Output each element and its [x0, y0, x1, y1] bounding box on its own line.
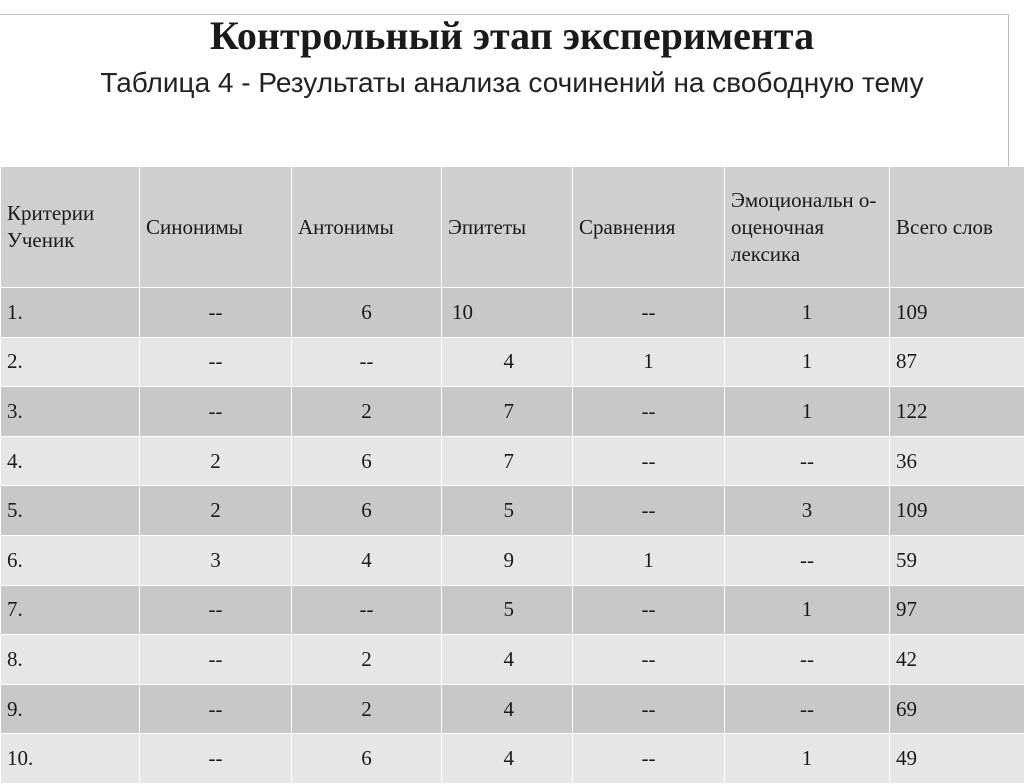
- antonyms-cell: 6: [292, 486, 442, 536]
- epithets-cell: 4: [442, 684, 573, 734]
- antonyms-cell: 4: [292, 535, 442, 585]
- synonyms-cell: --: [140, 635, 292, 685]
- comparisons-cell: --: [573, 387, 725, 437]
- epithets-cell: 9: [442, 535, 573, 585]
- slide-title: Контрольный этап эксперимента: [0, 14, 1024, 58]
- epithets-cell: 5: [442, 585, 573, 635]
- student-number: 10.: [1, 734, 140, 784]
- comparisons-cell: --: [573, 635, 725, 685]
- epithets-cell: 10: [442, 288, 573, 338]
- table-header-row: [1, 167, 1024, 288]
- epithets-cell: 4: [442, 734, 573, 784]
- table-row: [1, 288, 1024, 338]
- table-row: [1, 387, 1024, 437]
- epithets-cell: 5: [442, 486, 573, 536]
- table-row: [1, 635, 1024, 685]
- total-words-cell: 36: [890, 436, 1024, 486]
- student-number: 5.: [1, 486, 140, 536]
- synonyms-cell: --: [140, 387, 292, 437]
- student-number: 6.: [1, 535, 140, 585]
- comparisons-cell: --: [573, 436, 725, 486]
- synonyms-cell: --: [140, 734, 292, 784]
- student-number: 4.: [1, 436, 140, 486]
- total-words-cell: 87: [890, 337, 1024, 387]
- synonyms-cell: --: [140, 585, 292, 635]
- student-number: 1.: [1, 288, 140, 338]
- synonyms-cell: 2: [140, 486, 292, 536]
- antonyms-cell: 6: [292, 288, 442, 338]
- antonyms-cell: --: [292, 337, 442, 387]
- emotional-vocabulary-cell: 3: [725, 486, 890, 536]
- student-number: 8.: [1, 635, 140, 685]
- comparisons-cell: --: [573, 734, 725, 784]
- comparisons-cell: 1: [573, 535, 725, 585]
- table-row: [1, 436, 1024, 486]
- synonyms-cell: --: [140, 684, 292, 734]
- student-number: 3.: [1, 387, 140, 437]
- table-row: [1, 337, 1024, 387]
- comparisons-cell: --: [573, 585, 725, 635]
- synonyms-cell: 2: [140, 436, 292, 486]
- epithets-cell: 7: [442, 436, 573, 486]
- emotional-vocabulary-cell: 1: [725, 734, 890, 784]
- table-row: [1, 585, 1024, 635]
- comparisons-cell: --: [573, 684, 725, 734]
- emotional-vocabulary-cell: --: [725, 684, 890, 734]
- synonyms-cell: --: [140, 288, 292, 338]
- comparisons-cell: --: [573, 486, 725, 536]
- student-number: 9.: [1, 684, 140, 734]
- header-emotional-vocabulary: Эмоциональн о-оценочная лексика: [725, 167, 890, 288]
- emotional-vocabulary-cell: --: [725, 436, 890, 486]
- header-comparisons: Сравнения: [573, 167, 725, 288]
- emotional-vocabulary-cell: --: [725, 535, 890, 585]
- header-antonyms: Антонимы: [292, 167, 442, 288]
- student-number: 7.: [1, 585, 140, 635]
- comparisons-cell: --: [573, 288, 725, 338]
- table-row: [1, 734, 1024, 784]
- header-criteria-student: Критерии Ученик: [1, 167, 140, 288]
- student-number: 2.: [1, 337, 140, 387]
- antonyms-cell: 2: [292, 684, 442, 734]
- epithets-cell: 7: [442, 387, 573, 437]
- header-total-words: Всего слов: [890, 167, 1024, 288]
- header-synonyms: Синонимы: [140, 167, 292, 288]
- emotional-vocabulary-cell: 1: [725, 337, 890, 387]
- total-words-cell: 122: [890, 387, 1024, 437]
- table-row: [1, 486, 1024, 536]
- emotional-vocabulary-cell: 1: [725, 288, 890, 338]
- table-row: [1, 535, 1024, 585]
- epithets-cell: 4: [442, 337, 573, 387]
- total-words-cell: 69: [890, 684, 1024, 734]
- antonyms-cell: 6: [292, 436, 442, 486]
- table-body: [1, 288, 1024, 784]
- synonyms-cell: 3: [140, 535, 292, 585]
- emotional-vocabulary-cell: 1: [725, 387, 890, 437]
- synonyms-cell: --: [140, 337, 292, 387]
- header-epithets: Эпитеты: [442, 167, 573, 288]
- epithets-cell: 4: [442, 635, 573, 685]
- total-words-cell: 109: [890, 288, 1024, 338]
- table-row: [1, 684, 1024, 734]
- antonyms-cell: 2: [292, 387, 442, 437]
- table-caption: Таблица 4 - Результаты анализа сочинений на свободную тему: [40, 66, 984, 100]
- antonyms-cell: --: [292, 585, 442, 635]
- emotional-vocabulary-cell: --: [725, 635, 890, 685]
- antonyms-cell: 2: [292, 635, 442, 685]
- total-words-cell: 59: [890, 535, 1024, 585]
- total-words-cell: 42: [890, 635, 1024, 685]
- results-table: [0, 166, 1024, 784]
- emotional-vocabulary-cell: 1: [725, 585, 890, 635]
- antonyms-cell: 6: [292, 734, 442, 784]
- total-words-cell: 49: [890, 734, 1024, 784]
- total-words-cell: 97: [890, 585, 1024, 635]
- comparisons-cell: 1: [573, 337, 725, 387]
- total-words-cell: 109: [890, 486, 1024, 536]
